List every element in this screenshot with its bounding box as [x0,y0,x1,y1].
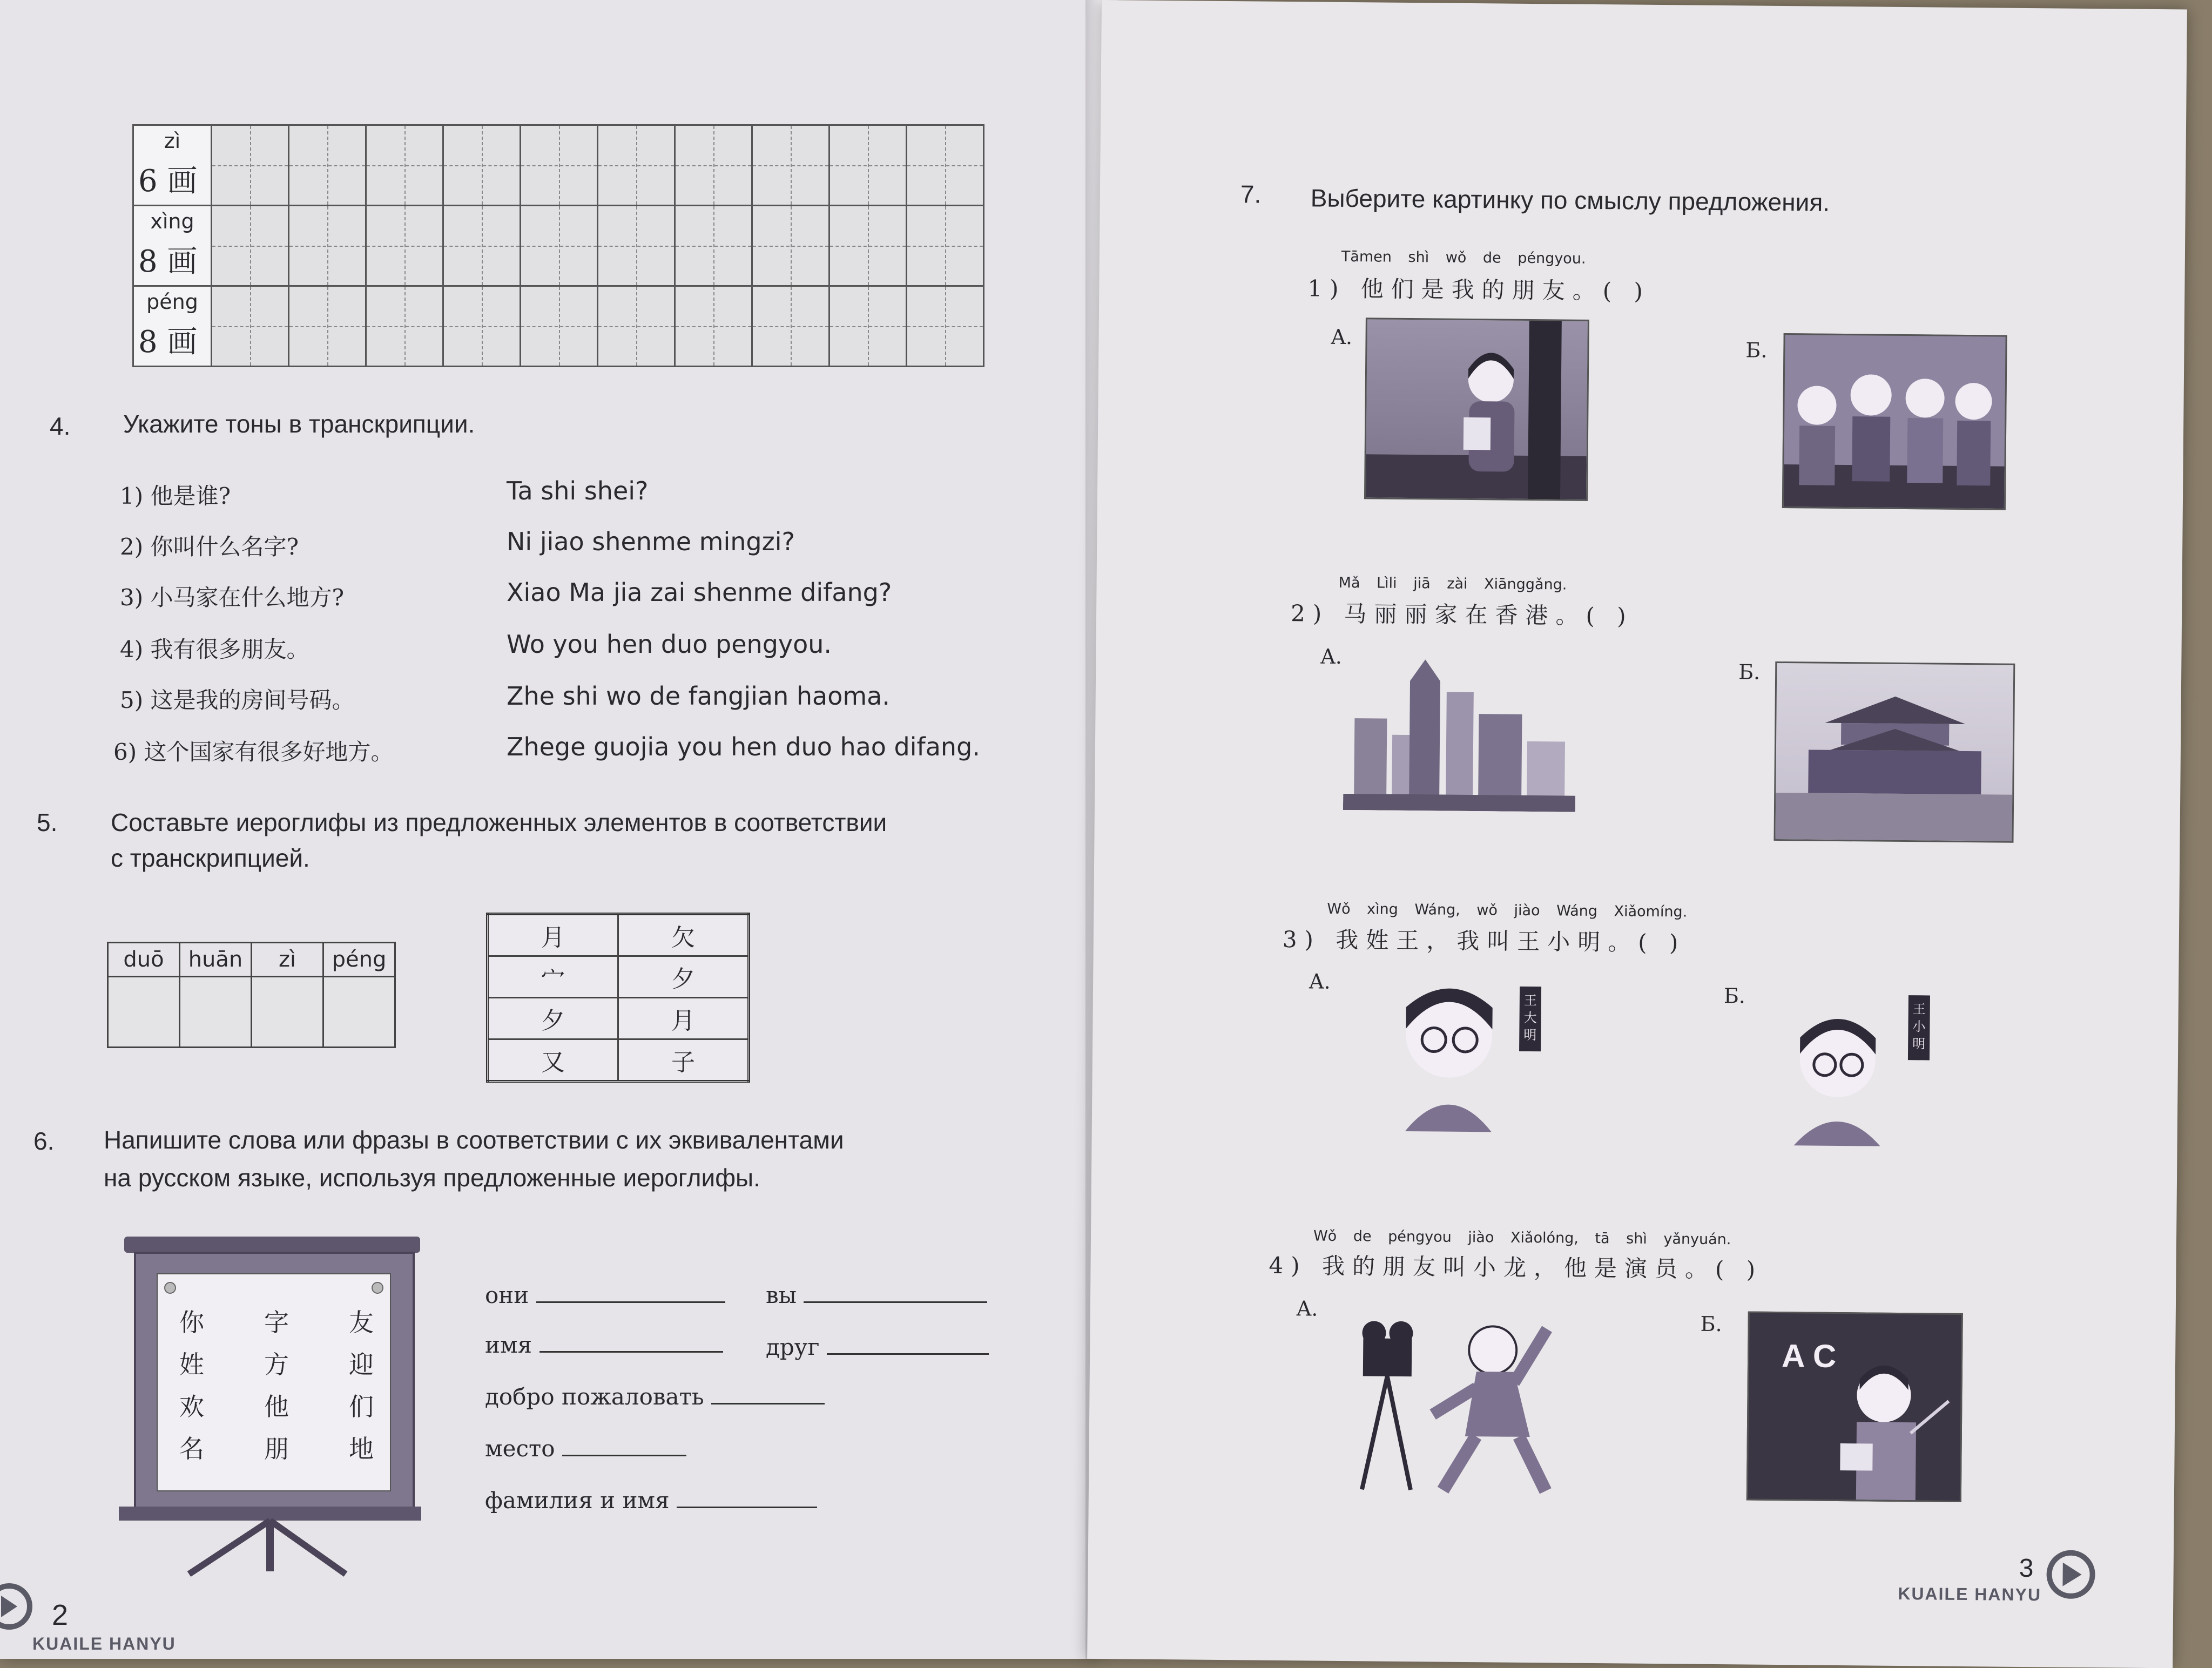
sentence-hanzi: 2) 你叫什么名字? [120,534,299,560]
sentence-hanzi: 3) 小马家在什么地方? [120,584,344,611]
writing-grid [132,124,984,367]
picture-q2-b[interactable] [1773,661,2015,843]
board-char: 方 [264,1350,289,1379]
exercise-7-number: 7. [1240,180,1262,208]
picture-q2-a[interactable] [1343,659,1576,812]
writing-box[interactable] [521,206,598,286]
answer-line[interactable] [677,1503,817,1508]
grid-pinyin: zì [164,129,181,153]
fill-label: место [485,1435,555,1462]
grid-row [133,206,984,286]
easel-top-bar [124,1237,420,1253]
option-b-label: Б. [1700,1312,1722,1336]
sentence-pinyin[interactable]: Zhege guojia you hen duo hao difang. [507,732,980,761]
fill-label: имя [485,1332,532,1358]
sentence-pinyin[interactable]: Ni jiao shenme mingzi? [507,527,795,556]
writing-box[interactable] [598,206,675,286]
grid-pinyin: péng [146,290,198,314]
writing-box[interactable] [830,125,907,206]
writing-box[interactable] [289,206,366,286]
sentence-pinyin[interactable]: Zhe shi wo de fangjian haoma. [507,681,890,711]
pinyin-header: huān [180,943,252,977]
pinyin-answer-table [107,942,396,1048]
question-hanzi: 4) 我的朋友叫小龙，他是演员。( ) [1269,1252,1763,1283]
elements-table [486,913,750,1083]
writing-box[interactable] [907,125,984,206]
sentence-hanzi: 1) 他是谁? [120,483,231,509]
writing-box[interactable] [752,125,830,206]
board-char: 迎 [349,1350,374,1379]
writing-box[interactable] [598,125,675,206]
board-char: 朋 [264,1434,289,1463]
pinyin-header: duō [108,943,180,977]
page-number: 2 [52,1599,69,1631]
picture-q3-a[interactable] [1384,969,1580,1144]
exercise-6-number: 6. [33,1127,55,1155]
question-pinyin: Wǒ de péngyou jiào Xiǎolóng, tā shì yǎnyuán. [1313,1227,1731,1248]
writing-box[interactable] [212,206,289,286]
option-b-label: Б. [1738,660,1761,684]
element-cell: 子 [618,1039,749,1082]
grid-label [133,125,212,206]
answer-line[interactable] [804,1298,987,1303]
board-char: 字 [264,1308,289,1337]
left-page [0,0,1096,1659]
grid-label [133,286,212,367]
answer-cell[interactable] [323,977,395,1048]
option-a-label: A. [1331,325,1353,349]
element-cell: 又 [488,1039,618,1082]
answer-cell[interactable] [252,977,323,1048]
writing-box[interactable] [521,125,598,206]
exercise-5-title-line1: Составьте иероглифы из предложенных элементов в соответствии [111,808,887,836]
board-letters: A C [1781,1338,1837,1374]
sentence-pinyin[interactable]: Ta shi shei? [507,476,649,505]
writing-box[interactable] [830,286,907,367]
tiananmen-gate-illustration [1775,663,2013,841]
pin-icon [164,1282,176,1294]
picture-q1-a[interactable] [1364,318,1589,501]
exercise-5-title-line2: с транскрипцией. [111,844,310,872]
writing-box[interactable] [289,286,366,367]
writing-box[interactable] [907,206,984,286]
question-hanzi: 1) 他们是我的朋友。( ) [1307,275,1651,305]
writing-box[interactable] [907,286,984,367]
grid-pinyin: xìng [150,210,194,233]
fill-label: они [485,1282,529,1308]
writing-box[interactable] [830,206,907,286]
answer-line[interactable] [536,1298,725,1303]
picture-q4-a[interactable] [1351,1306,1580,1502]
option-b-label: Б. [1745,338,1768,362]
fill-label: вы [766,1282,797,1308]
pinyin-header: péng [323,943,395,977]
exercise-7-title: Выберите картинку по смыслу предложения. [1310,184,1830,217]
easel-board [134,1252,415,1516]
question-pinyin: Wǒ xìng Wáng, wǒ jiào Wáng Xiǎomíng. [1327,900,1688,921]
element-cell: 欠 [618,914,749,956]
board-char: 他 [264,1392,289,1421]
board-char: 们 [349,1392,374,1421]
right-page [1087,0,2187,1668]
sentence-pinyin[interactable]: Xiao Ma jia zai shenme difang? [507,578,892,607]
writing-box[interactable] [752,206,830,286]
answer-line[interactable] [711,1400,825,1404]
board-characters [179,1301,374,1470]
option-a-label: A. [1320,644,1343,668]
hong-kong-skyline-illustration [1343,659,1576,812]
question-hanzi: 3) 我姓王，我叫王小明。( ) [1282,926,1686,956]
actor-with-camera-illustration [1351,1306,1580,1502]
sentence-hanzi: 5) 这是我的房间号码。 [120,687,355,713]
writing-box[interactable] [443,125,521,206]
brand-logo: KUAILE HANYU [32,1634,176,1653]
board-char: 你 [179,1308,204,1337]
writing-box[interactable] [675,206,752,286]
fill-label: добро пожаловать [485,1383,704,1410]
answer-line[interactable] [562,1451,686,1456]
exercise-6-title-line1: Напишите слова или фразы в соответствии с их эквивалентами [104,1126,844,1154]
grid-strokes: 6 画 [138,164,198,199]
arrow-logo-icon [0,1582,33,1631]
grid-label [133,206,212,286]
fill-mesto [485,1435,686,1462]
picture-q4-b[interactable] [1746,1312,1963,1502]
element-cell: 夕 [618,956,749,998]
board-char: 欢 [179,1392,204,1421]
option-b-label: Б. [1723,984,1746,1008]
sentence-hanzi: 4) 我有很多朋友。 [120,636,309,663]
page-number: 3 [2019,1554,2034,1583]
nameplate-b: 王小明 [1912,1002,1926,1052]
element-cell: 月 [618,998,749,1039]
boy-with-glasses-illustration [1384,969,1580,1144]
writing-box[interactable] [366,125,443,206]
answer-line[interactable] [539,1348,723,1353]
board-char: 友 [349,1308,374,1337]
question-hanzi: 2) 马丽丽家在香港。( ) [1290,600,1634,630]
element-cell: 月 [488,914,618,956]
easel-legs [119,1507,421,1577]
grid-strokes: 8 画 [138,244,198,279]
element-cell: 夕 [488,998,618,1039]
writing-box[interactable] [443,286,521,367]
sentence-hanzi: 6) 这个国家有很多好地方。 [113,739,394,765]
element-cell: 宀 [488,956,618,998]
fill-familiya [485,1487,817,1514]
answer-cell[interactable] [180,977,252,1048]
nameplate-a: 王大明 [1523,992,1537,1043]
board-char: 地 [349,1434,374,1463]
writing-box[interactable] [752,286,830,367]
picture-q1-b[interactable] [1782,333,2007,510]
board-char: 姓 [179,1350,204,1379]
grid-strokes: 8 画 [138,325,198,360]
pin-icon [372,1282,383,1294]
exercise-6-title-line2: на русском языке, используя предложенные иероглифы. [104,1164,760,1192]
picture-q3-b[interactable] [1777,978,1952,1152]
girl-with-tree-illustration [1366,319,1588,499]
option-a-label: A. [1309,969,1331,994]
pinyin-header: zì [252,943,323,977]
brand-logo: KUAILE HANYU [1898,1583,2042,1605]
exercise-4-title: Укажите тоны в транскрипции. [123,410,475,438]
question-pinyin: Tāmen shì wǒ de péngyou. [1341,248,1586,267]
writing-box[interactable] [212,125,289,206]
exercise-4-number: 4. [50,412,71,440]
board-char: 名 [179,1434,204,1463]
writing-box[interactable] [521,286,598,367]
writing-box[interactable] [366,286,443,367]
fill-vy [766,1282,987,1308]
writing-box[interactable] [598,286,675,367]
writing-box[interactable] [443,206,521,286]
writing-box[interactable] [675,286,752,367]
fill-label: фамилия и имя [485,1487,670,1514]
group-of-friends-illustration [1784,335,2006,509]
writing-box[interactable] [675,125,752,206]
board-paper [157,1273,391,1491]
fill-dobro [485,1383,825,1410]
question-pinyin: Mǎ Lìli jiā zài Xiānggǎng. [1338,574,1567,593]
fill-drug [766,1334,989,1360]
fill-label: друг [766,1334,820,1360]
grid-row [133,125,984,206]
grid-row [133,286,984,367]
option-a-label: A. [1296,1296,1318,1321]
writing-box[interactable] [366,206,443,286]
sentence-pinyin[interactable]: Wo you hen duo pengyou. [507,630,832,659]
answer-cell[interactable] [108,977,180,1048]
fill-imya [485,1332,723,1358]
answer-line[interactable] [827,1350,989,1355]
writing-box[interactable] [289,125,366,206]
fill-oni [485,1282,725,1308]
writing-box[interactable] [212,286,289,367]
arrow-logo-icon [2044,1547,2098,1602]
teacher-illustration [1748,1313,1961,1501]
exercise-5-number: 5. [37,808,58,836]
